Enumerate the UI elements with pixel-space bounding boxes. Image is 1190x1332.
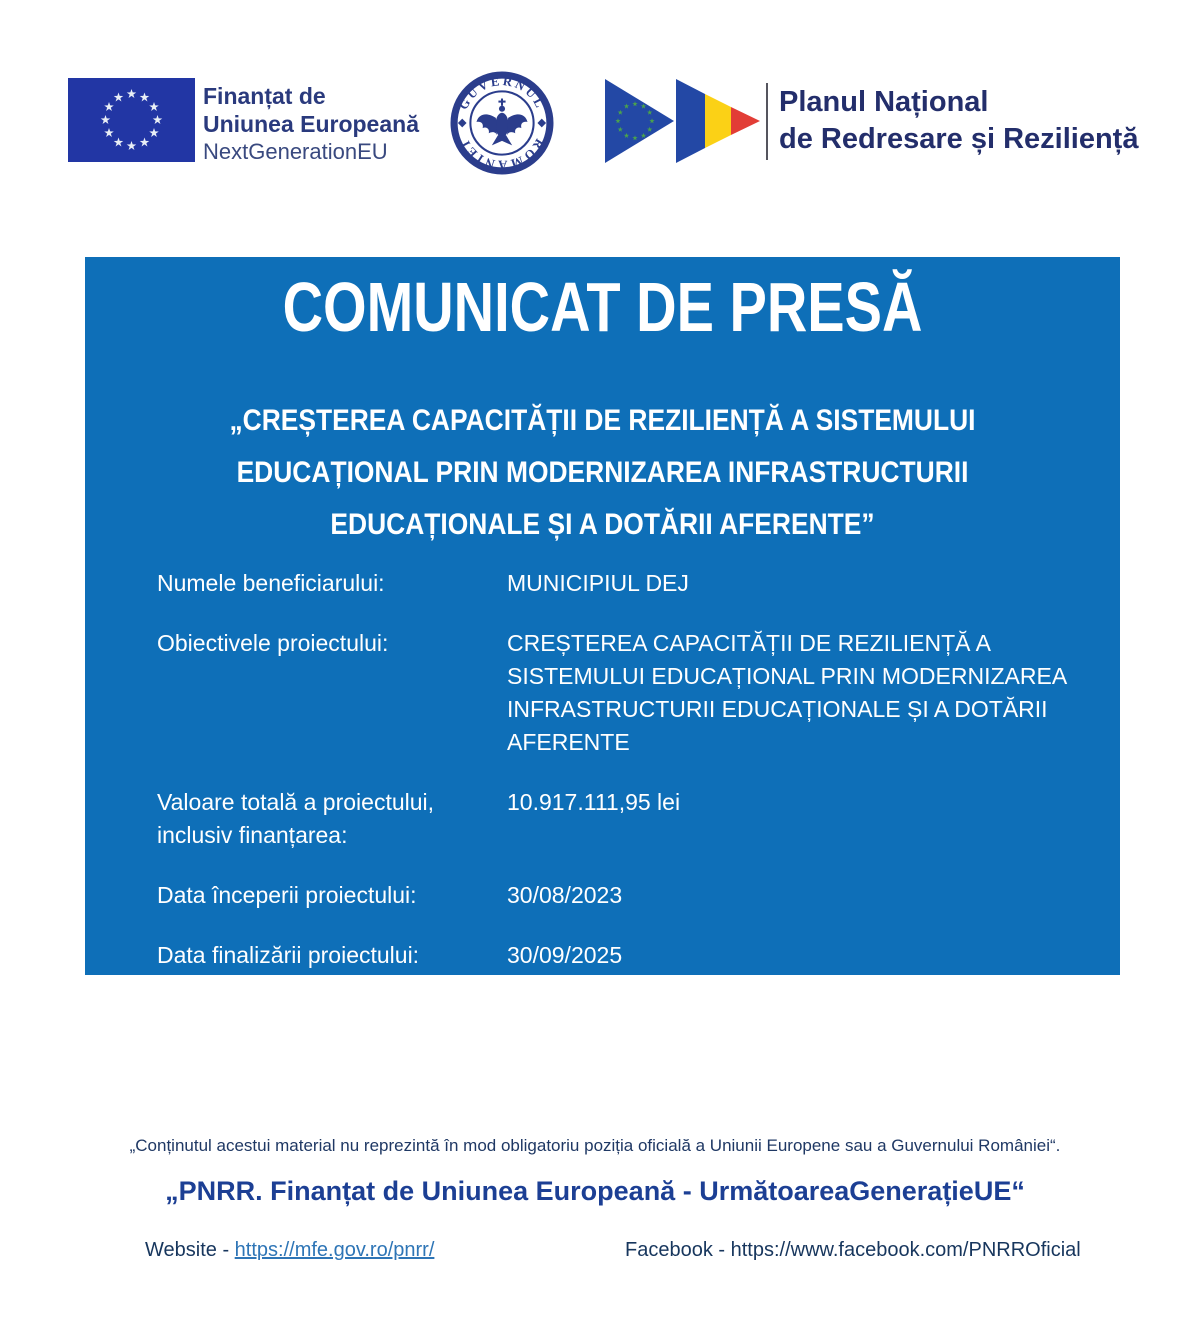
eu-flag-icon (68, 78, 195, 162)
romanian-flag-arrow (676, 79, 760, 163)
field-value: 30/09/2025 (507, 942, 623, 968)
press-release-title: COMUNICAT DE PRESĂ (282, 268, 923, 346)
romanian-government-seal-icon (450, 71, 554, 175)
field-label: Valoare totală a proiectului, inclusiv finanțarea: (157, 789, 435, 848)
eu-logo-line3: NextGenerationEU (203, 139, 388, 164)
pnrr-logo-icon (605, 79, 761, 164)
seal-bottom-text: ROMÂNIEI (457, 136, 547, 172)
field-row-end-date (157, 939, 1120, 972)
field-row-project-code (157, 999, 1120, 1032)
field-label: Data începerii proiectului: (157, 882, 417, 908)
facebook-line: Facebook - https://www.facebook.com/PNRROficial (625, 1239, 1081, 1261)
disclaimer-text: „Conținutul acestui material nu reprezintă în mod obligatoriu poziția oficială a Uniunii Europene sau a Guvernului României“. (129, 1136, 1061, 1155)
pnrr-logo-line1: Planul Național (779, 86, 989, 118)
eu-logo-line1: Finanțat de (203, 83, 326, 109)
field-label: Data finalizării proiectului: (157, 942, 420, 968)
project-title (147, 395, 1058, 551)
website-link[interactable]: https://mfe.gov.ro/pnrr/ (234, 1239, 435, 1261)
pnrr-logo-caption (779, 84, 1138, 158)
pnrr-tagline: „PNRR. Finanțat de Uniunea Europeană - UrmătoareaGenerațieUE“ (165, 1176, 1025, 1206)
project-fields (85, 567, 1120, 1032)
field-value: F-PNRR-Dotari-2023-2826 (507, 1002, 781, 1028)
press-release-box (85, 257, 1120, 1028)
pnrr-logo-divider (766, 83, 768, 160)
field-row-objectives (157, 627, 1120, 759)
project-title-line2: EDUCAȚIONAL PRIN MODERNIZAREA INFRASTRUCTURII (236, 456, 969, 489)
pnrr-logo-line2: de Redresare și Reziliență (779, 123, 1139, 155)
website-label: Website - (145, 1239, 235, 1261)
field-label: Numele beneficiarului: (157, 570, 385, 596)
field-row-total-value (157, 786, 1120, 852)
field-label: Obiectivele proiectului: (157, 630, 389, 656)
seal-top-text: GUVERNUL (456, 73, 548, 112)
field-row-start-date (157, 879, 1120, 912)
field-value: 30/08/2023 (507, 882, 623, 908)
field-row-beneficiary (157, 567, 1120, 600)
field-label: Codul proiectului: (157, 1002, 335, 1028)
field-value: CREȘTEREA CAPACITĂȚII DE REZILIENȚĂ A SISTEMULUI EDUCAȚIONAL PRIN MODERNIZAREA INFRASTRUCTURII EDUCAȚIONALE ȘI A DOTĂRII AFERENTE (507, 630, 1066, 755)
eu-logo-line2: Uniunea Europeană (203, 111, 419, 137)
field-value: 10.917.111,95 lei (507, 789, 681, 815)
project-title-line1: „CREȘTEREA CAPACITĂȚII DE REZILIENȚĂ A SISTEMULUI (229, 404, 976, 437)
project-title-line3: EDUCAȚIONALE ȘI A DOTĂRII AFERENTE” (330, 508, 875, 541)
eu-logo-caption (203, 82, 419, 166)
field-value: MUNICIPIUL DEJ (507, 570, 689, 596)
website-line (145, 1239, 434, 1262)
